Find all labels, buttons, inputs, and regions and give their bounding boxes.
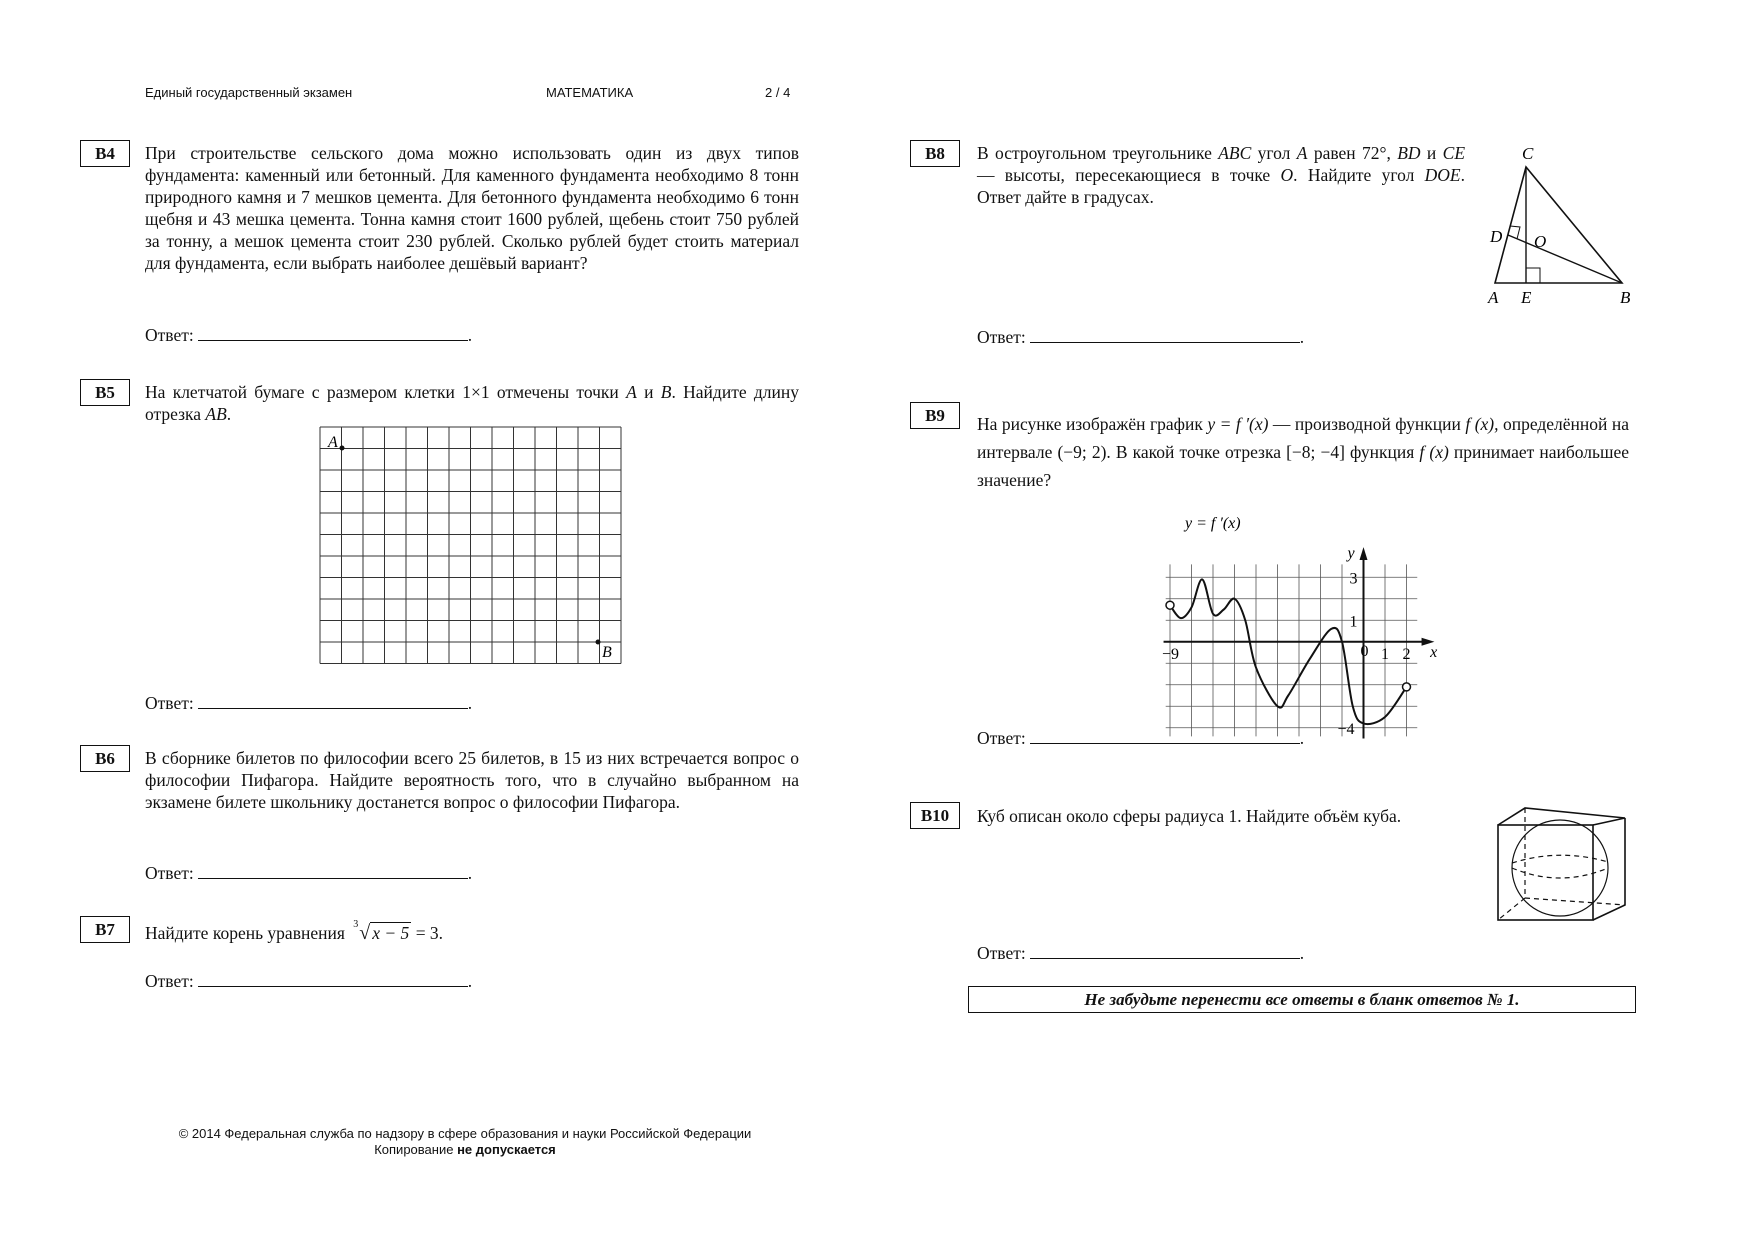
answer-dot: .	[467, 325, 473, 345]
derivative-graph-b9	[1160, 505, 1445, 738]
point-a-label: A	[328, 434, 338, 451]
tick-label-x2: 2	[1402, 645, 1411, 663]
task-label-b10: B10	[910, 802, 960, 829]
task-label-b5: B5	[80, 379, 130, 406]
task-label-b8: B8	[910, 140, 960, 167]
task-label-b4: B4	[80, 140, 130, 167]
task-b6-text: В сборнике билетов по философии всего 25 билетов, в 15 из них встречается вопрос о философии Пифагора. Найдите вероятность того, что в случайно выбранном на экзамене билете школьнику достанется вопрос о философии Пифагора.	[145, 748, 799, 812]
header-subject: МАТЕМАТИКА	[546, 85, 634, 100]
footer-copy-notice: Копирование не допускается	[374, 1142, 556, 1157]
cube-root-expression: 3 √ x − 5	[353, 919, 410, 944]
answer-field-b4[interactable]	[198, 324, 468, 341]
answer-dot: .	[1299, 327, 1305, 347]
answer-dot: .	[1299, 943, 1305, 963]
task-b5-text: На клетчатой бумаге с размером клетки 1×1 отмечены точки A и B. Найдите длину отрезка AB.	[145, 382, 800, 424]
task-b9-text: На рисунке изображён график y = f ′(x) — производной функции f (x), определённой на интервале (−9; 2). В какой точке отрезка [−8; −4] функция f (x) принимает наибольшее значение?	[977, 414, 1629, 490]
y-axis-arrow	[1360, 547, 1368, 560]
answer-field-b8[interactable]	[1030, 326, 1300, 343]
point-e-label: E	[1521, 288, 1532, 307]
answer-label: Ответ:	[145, 863, 194, 883]
answer-b10	[977, 942, 1304, 964]
cube-top-edges	[1498, 808, 1625, 825]
answer-label: Ответ:	[145, 693, 194, 713]
point-d-label: D	[1490, 227, 1503, 246]
cube-hidden-back	[1525, 898, 1625, 905]
x-axis-label: x	[1430, 643, 1438, 661]
answer-b9	[977, 727, 1304, 749]
point-b-dot	[596, 640, 601, 645]
task-b10-text: Куб описан около сферы радиуса 1. Найдите объём куба.	[977, 806, 1402, 826]
footer-copyright: © 2014 Федеральная служба по надзору в сфере образования и науки Российской Федерации	[178, 1126, 752, 1141]
vertex-b-label: B	[1620, 288, 1631, 307]
point-o-label: O	[1534, 232, 1547, 251]
open-endpoint-left	[1166, 601, 1174, 609]
answer-label: Ответ:	[977, 728, 1026, 748]
vertex-a-label: A	[1488, 288, 1499, 307]
answer-dot: .	[1299, 728, 1305, 748]
tick-label-0: 0	[1360, 642, 1369, 660]
answer-b7	[145, 970, 472, 992]
vertex-c-label: C	[1522, 144, 1534, 163]
y-axis-label: y	[1347, 544, 1355, 562]
answer-dot: .	[467, 971, 473, 991]
task-label-b9: B9	[910, 402, 960, 429]
answer-field-b10[interactable]	[1030, 942, 1300, 959]
tick-label-minus9: −9	[1162, 645, 1180, 663]
answer-dot: .	[467, 693, 473, 713]
curve-label: y = f ′(x)	[1185, 515, 1241, 532]
answer-field-b7[interactable]	[198, 970, 468, 987]
task-label-b6: B6	[80, 745, 130, 772]
altitude-bd	[1508, 235, 1622, 283]
tick-label-minus4: −4	[1337, 720, 1355, 738]
cube-hidden-left	[1498, 898, 1525, 920]
answer-label: Ответ:	[977, 327, 1026, 347]
cube-right-edges	[1593, 818, 1625, 920]
point-a-dot	[340, 446, 345, 451]
derivative-curve	[1170, 579, 1407, 724]
answer-label: Ответ:	[145, 971, 194, 991]
open-endpoint-right	[1403, 683, 1411, 691]
answer-label: Ответ:	[145, 325, 194, 345]
task-b4-text: При строительстве сельского дома можно использовать один из двух типов фундамента: каменный или бетонный. Для каменного фундамента необходимо 8 тонн природного камня и 7 мешков цемента. Для бетонного фундамента необходимо 6 тонн щебня и 43 мешка цемента. Тонна камня стоит 1600 рублей, щебень стоит 750 рублей за тонну, а мешок цемента стоит 230 рублей. Сколько рублей будет стоить материал для фундамента, если выбрать наиболее дешёвый вариант?	[145, 143, 799, 273]
grid-figure-b5	[318, 425, 623, 665]
right-angle-e	[1526, 268, 1540, 283]
answer-b4	[145, 324, 472, 346]
answer-field-b5[interactable]	[198, 692, 468, 709]
header-exam-title: Единый государственный экзамен	[145, 85, 353, 100]
header-page-number: 2 / 4	[765, 85, 791, 100]
transfer-answers-reminder: Не забудьте перенести все ответы в бланк ответов № 1.	[968, 986, 1636, 1013]
tick-label-1: 1	[1349, 613, 1358, 631]
cube-sphere-figure-b10	[1490, 800, 1630, 940]
tick-label-3: 3	[1349, 570, 1358, 588]
answer-b6	[145, 862, 472, 884]
task-b8-text: В остроугольном треугольнике ABC угол A равен 72°, BD и CE — высоты, пересекающиеся в точке O. Найдите угол DOE. Ответ дайте в градусах.	[977, 143, 1466, 207]
answer-label: Ответ:	[977, 943, 1026, 963]
task-b7-text: Найдите корень уравнения 3 √ x − 5 = 3.	[145, 919, 444, 944]
answer-dot: .	[467, 863, 473, 883]
triangle-figure-b8	[1480, 140, 1640, 305]
answer-b8	[977, 326, 1304, 348]
point-b-label: B	[602, 644, 612, 661]
task-label-b7: B7	[80, 916, 130, 943]
tick-label-x1: 1	[1381, 645, 1389, 663]
answer-field-b9[interactable]	[1030, 727, 1300, 744]
answer-b5	[145, 692, 472, 714]
answer-field-b6[interactable]	[198, 862, 468, 879]
triangle-abc	[1495, 167, 1622, 283]
